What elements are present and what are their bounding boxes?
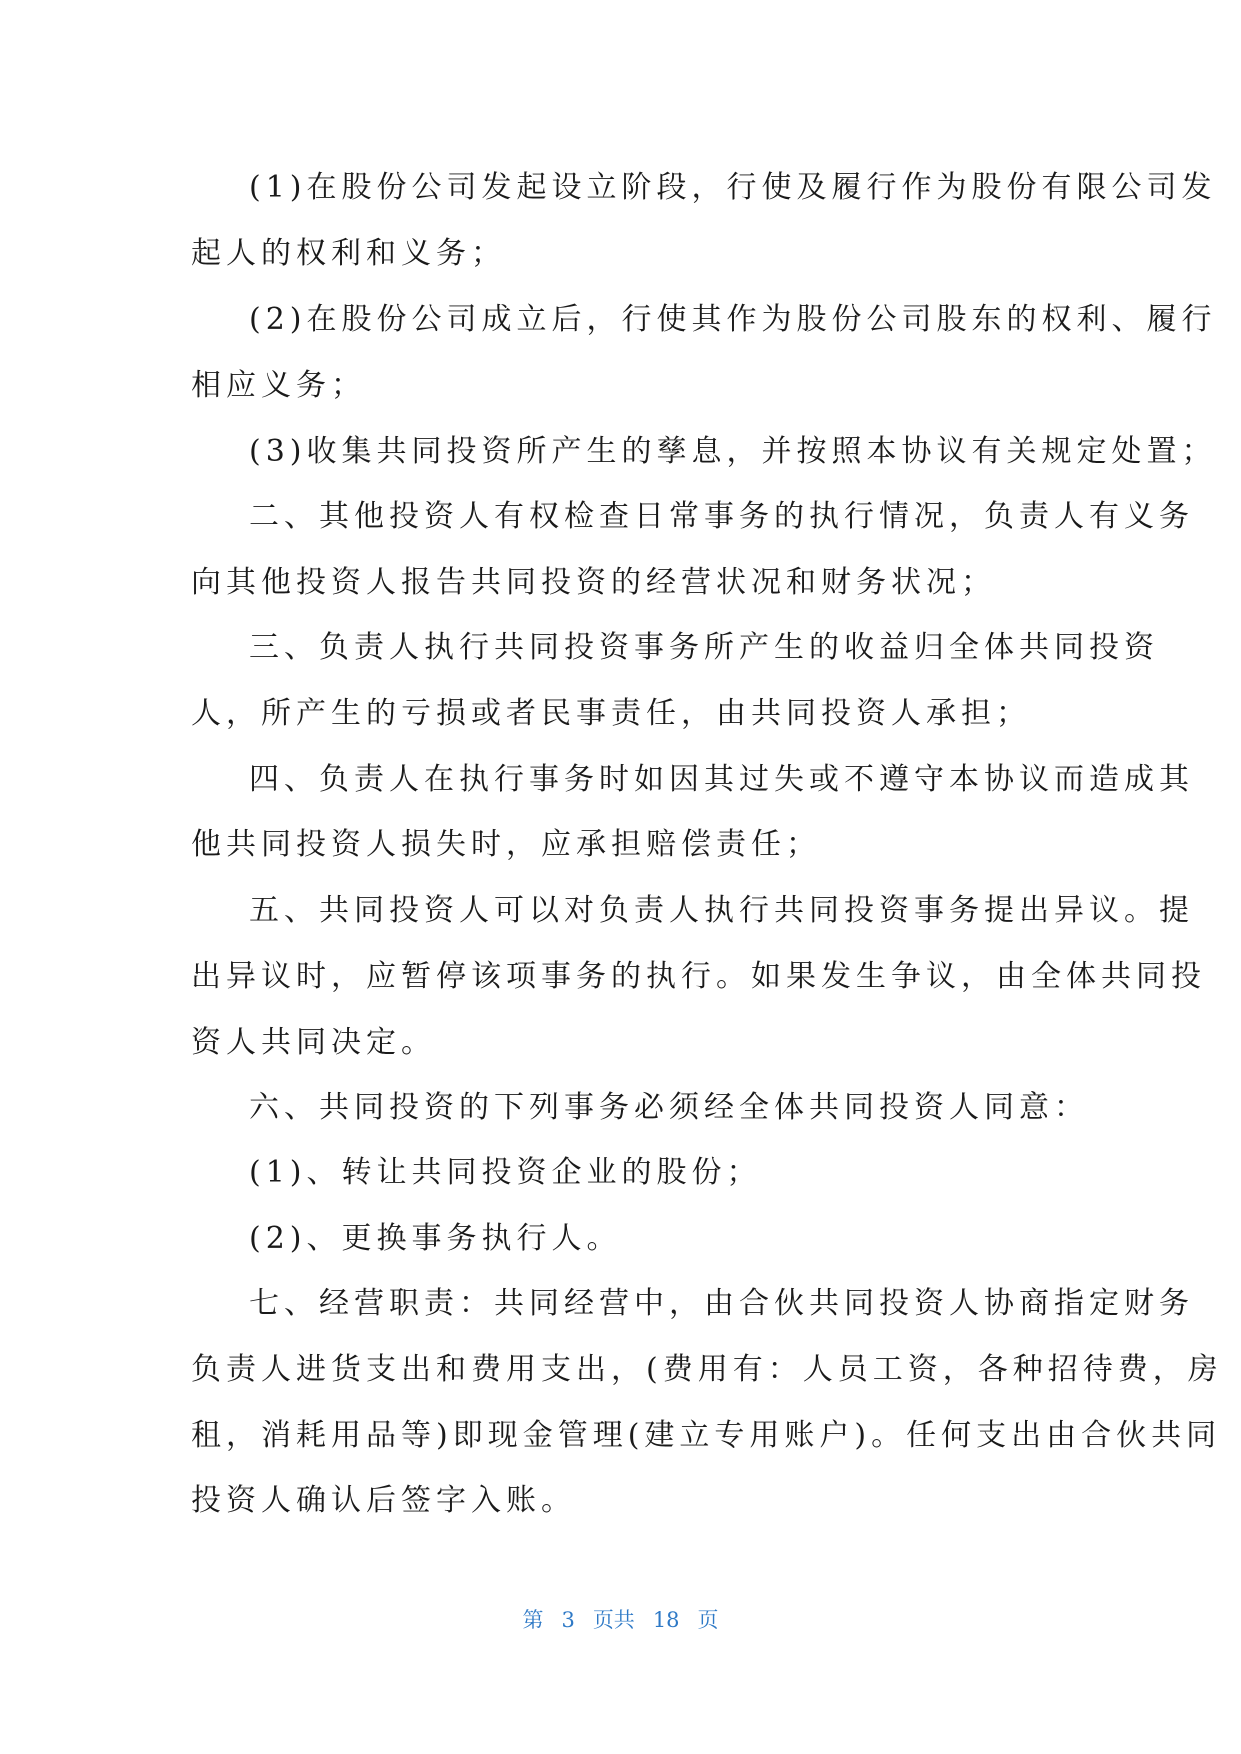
- paragraph-line-12: 五、共同投资人可以对负责人执行共同投资事务提出异议。提: [249, 893, 1194, 928]
- paragraph-line-15: 六、共同投资的下列事务必须经全体共同投资人同意：: [249, 1090, 1089, 1125]
- paragraph-line-17: (2)、更换事务执行人。: [249, 1221, 622, 1256]
- paragraph-line-13: 出异议时，应暂停该项事务的执行。如果发生争议，由全体共同投: [191, 959, 1206, 994]
- paragraph-line-7: 向其他投资人报告共同投资的经营状况和财务状况；: [191, 565, 996, 600]
- paragraph-line-5: (3)收集共同投资所产生的孳息，并按照本协议有关规定处置；: [249, 434, 1217, 469]
- footer-prefix: 第: [522, 1608, 544, 1632]
- paragraph-line-11: 他共同投资人损失时，应承担赔偿责任；: [191, 827, 821, 862]
- paragraph-line-10: 四、负责人在执行事务时如因其过失或不遵守本协议而造成其: [249, 762, 1194, 797]
- paragraph-line-1: (1)在股份公司发起设立阶段，行使及履行作为股份有限公司发: [249, 170, 1217, 205]
- paragraph-line-14: 资人共同决定。: [191, 1025, 436, 1060]
- paragraph-line-3: (2)在股份公司成立后，行使其作为股份公司股东的权利、履行: [249, 302, 1217, 337]
- paragraph-line-6: 二、其他投资人有权检查日常事务的执行情况，负责人有义务: [249, 499, 1194, 534]
- footer-middle: 页共: [592, 1608, 635, 1632]
- footer-total-pages: 18: [652, 1608, 680, 1632]
- paragraph-line-9: 人，所产生的亏损或者民事责任，由共同投资人承担；: [191, 696, 1031, 731]
- paragraph-line-19: 负责人进货支出和费用支出，(费用有：人员工资，各种招待费，房: [191, 1352, 1223, 1387]
- footer-current-page: 3: [561, 1608, 575, 1632]
- paragraph-line-21: 投资人确认后签字入账。: [191, 1483, 576, 1518]
- footer-suffix: 页: [697, 1608, 719, 1632]
- page-footer: [0, 1604, 1241, 1634]
- paragraph-line-20: 租，消耗用品等)即现金管理(建立专用账户)。任何支出由合伙共同: [191, 1418, 1222, 1453]
- paragraph-line-4: 相应义务；: [191, 368, 366, 403]
- paragraph-line-16: (1)、转让共同投资企业的股份；: [249, 1155, 762, 1190]
- paragraph-line-18: 七、经营职责：共同经营中，由合伙共同投资人协商指定财务: [249, 1286, 1194, 1321]
- paragraph-line-8: 三、负责人执行共同投资事务所产生的收益归全体共同投资: [249, 630, 1159, 665]
- paragraph-line-2: 起人的权利和义务；: [191, 236, 506, 271]
